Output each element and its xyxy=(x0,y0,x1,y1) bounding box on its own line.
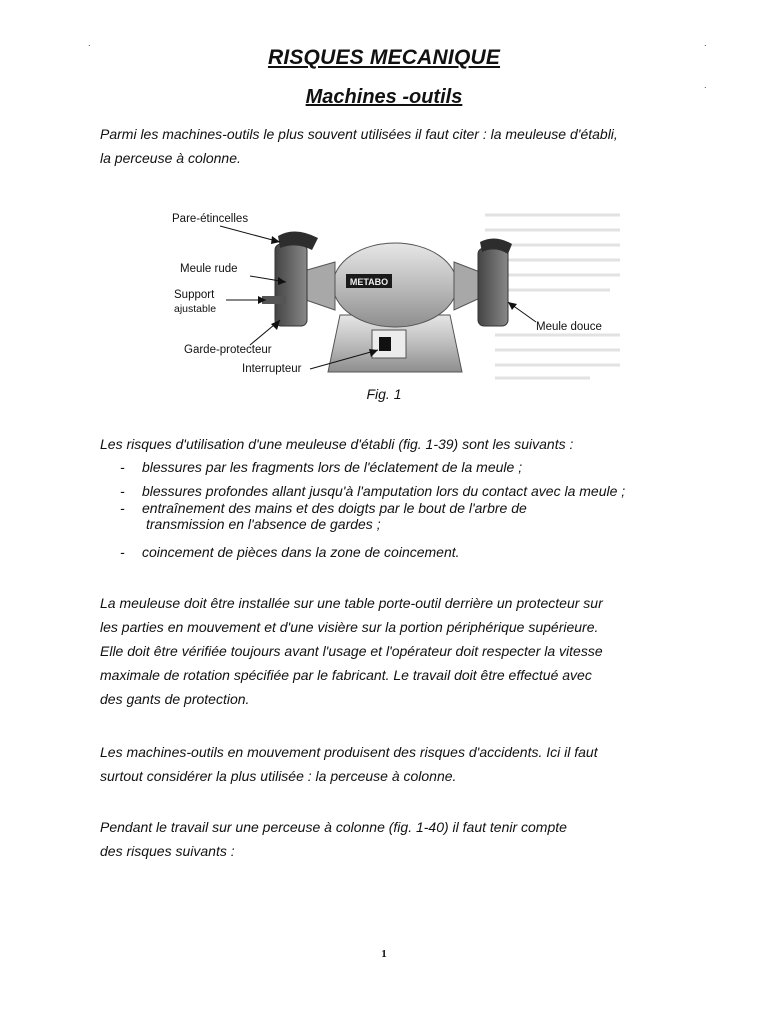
label-ajustable: ajustable xyxy=(174,303,217,315)
text-line: maximale de rotation spécifiée par le fabricant. Le travail doit être effectué avec xyxy=(100,667,592,683)
text-line: Parmi les machines-outils le plus souvent utilisées il faut citer : la meuleuse d'établi, xyxy=(100,126,618,142)
list-item xyxy=(120,544,460,560)
list-dash: - xyxy=(120,500,125,516)
text-line: des gants de protection. xyxy=(100,691,250,707)
text-line: surtout considérer la plus utilisée : la perceuse à colonne. xyxy=(100,768,457,784)
list-dash: - xyxy=(120,483,125,499)
text-line: la perceuse à colonne. xyxy=(100,150,241,166)
corner-dot: . xyxy=(88,38,91,48)
label-meule-rude: Meule rude xyxy=(180,263,238,275)
text-line: Les machines-outils en mouvement produisent des risques d'accidents. Ici il faut xyxy=(100,744,598,760)
figure-caption: Fig. 1 xyxy=(366,386,402,402)
list-item-text: entraînement des mains et des doigts par le bout de l'arbre de xyxy=(142,500,527,516)
bench-grinder-figure xyxy=(150,200,630,395)
right-shaft-cone xyxy=(454,262,480,310)
page-title: RISQUES MECANIQUE xyxy=(267,46,501,69)
page-subtitle: Machines -outils xyxy=(305,86,463,108)
list-item-continuation xyxy=(146,516,381,532)
corner-dot: . xyxy=(704,80,707,90)
label-garde-protecteur: Garde-protecteur xyxy=(184,344,272,356)
perceuse-paragraph xyxy=(100,815,700,863)
list-item xyxy=(120,459,522,475)
brand-label: METABO xyxy=(349,277,389,287)
text-line: Les risques d'utilisation d'une meuleuse d'établi (fig. 1-39) sont les suivants : xyxy=(100,436,574,452)
text-line: des risques suivants : xyxy=(100,843,235,859)
list-item xyxy=(120,500,527,516)
list-dash: - xyxy=(120,459,125,475)
risks-intro xyxy=(100,432,700,456)
rough-wheel xyxy=(275,244,307,326)
intro-paragraph xyxy=(100,122,700,170)
fine-wheel xyxy=(478,248,508,326)
switch-button xyxy=(379,337,391,351)
label-interrupteur: Interrupteur xyxy=(242,363,302,375)
label-support: Support xyxy=(174,289,215,301)
list-item-text: coincement de pièces dans la zone de coincement. xyxy=(142,544,460,560)
label-pare-etincelles: Pare-étincelles xyxy=(172,213,249,225)
corner-dot: . xyxy=(704,38,707,48)
list-dash: - xyxy=(120,544,125,560)
machines-paragraph xyxy=(100,740,700,788)
page-number: 1 xyxy=(381,948,387,960)
text-line: les parties en mouvement et d'une visière sur la portion périphérique supérieure. xyxy=(100,619,599,635)
text-line: Pendant le travail sur une perceuse à colonne (fig. 1-40) il faut tenir compte xyxy=(100,819,567,835)
list-item-text: blessures par les fragments lors de l'éclatement de la meule ; xyxy=(142,459,523,475)
text-line: La meuleuse doit être installée sur une table porte-outil derrière un protecteur sur xyxy=(100,595,603,611)
label-meule-douce: Meule douce xyxy=(536,321,602,333)
install-paragraph xyxy=(100,591,700,711)
list-item xyxy=(120,483,625,499)
list-item-text: transmission en l'absence de gardes ; xyxy=(146,516,381,532)
list-item-text: blessures profondes allant jusqu'à l'amputation lors du contact avec la meule ; xyxy=(142,483,626,499)
text-line: Elle doit être vérifiée toujours avant l'usage et l'opérateur doit respecter la vitesse xyxy=(100,643,603,659)
